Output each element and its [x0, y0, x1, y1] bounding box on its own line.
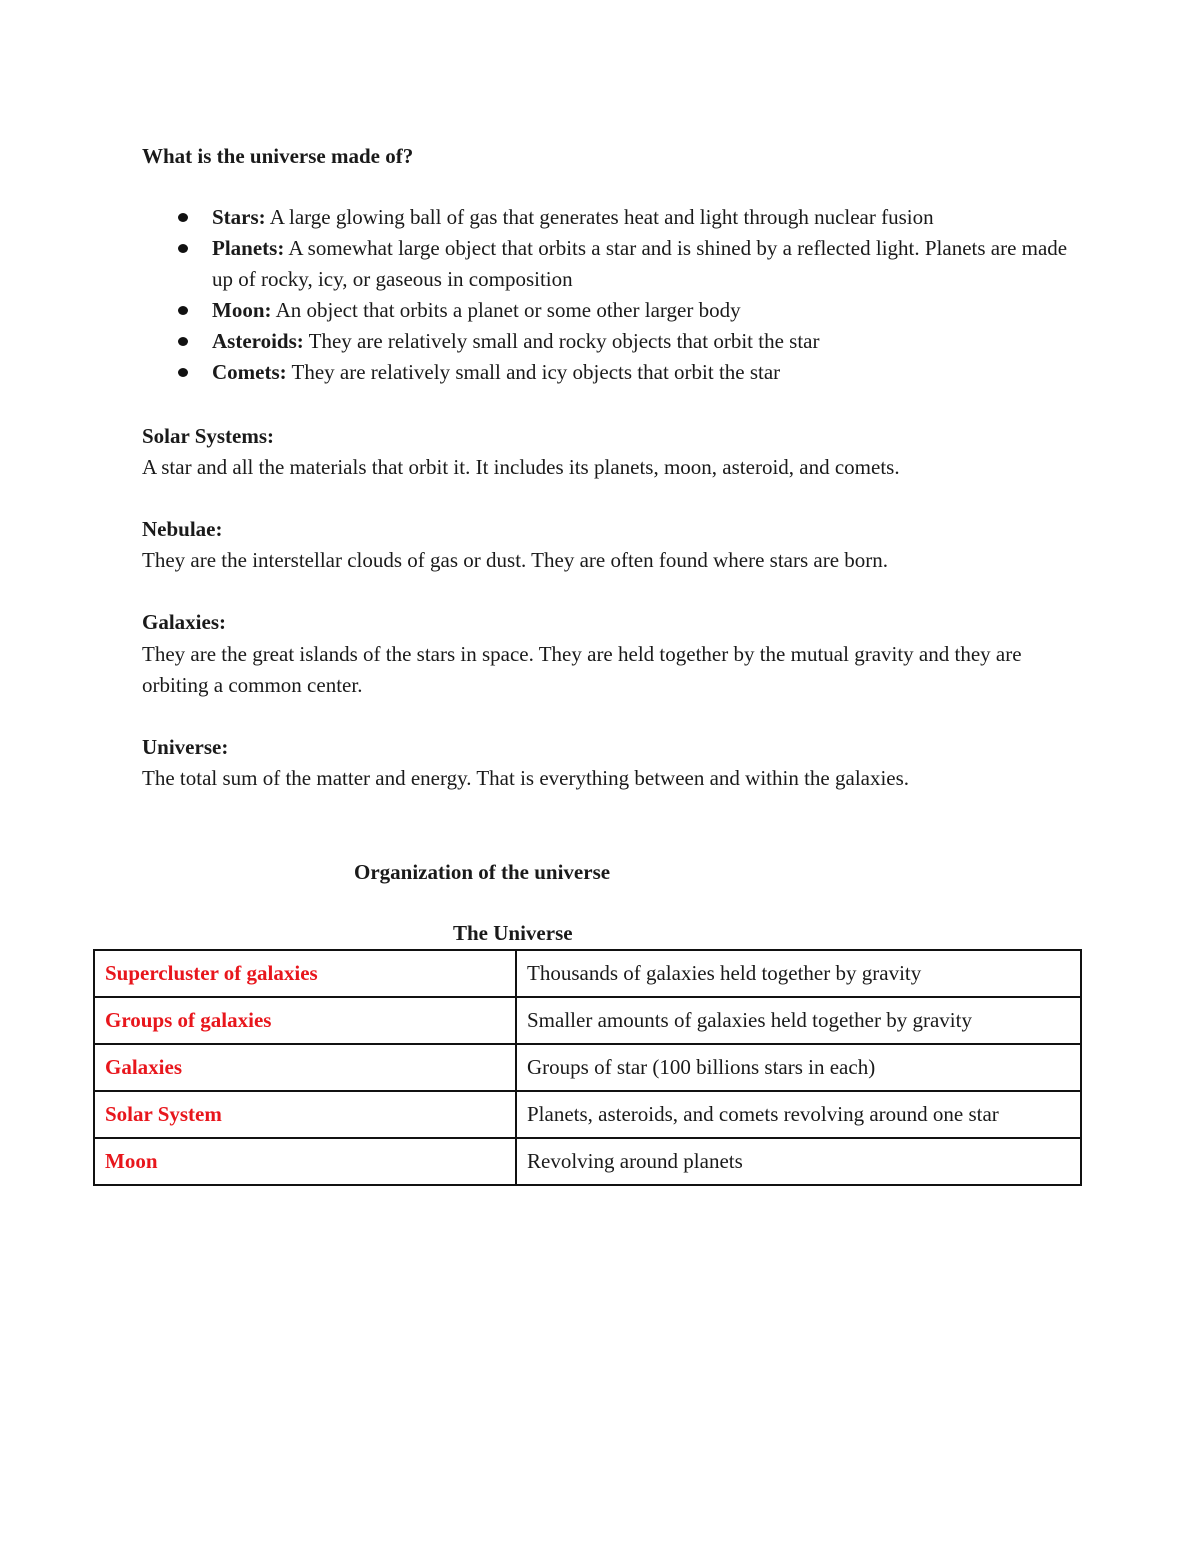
nebulae-heading: Nebulae:: [142, 517, 223, 541]
solar-systems-text: A star and all the materials that orbit it. It includes its planets, moon, asteroid, and comets.: [142, 455, 900, 479]
item-text: A large glowing ball of gas that generates heat and light through nuclear fusion: [265, 205, 934, 229]
universe-organization-table: [93, 949, 1082, 1186]
bullet-icon: [178, 306, 188, 315]
item-term: Asteroids:: [212, 329, 304, 353]
universe-text: The total sum of the matter and energy. That is everything between and within the galaxies.: [142, 766, 910, 790]
table-row: [94, 997, 1081, 1044]
description-cell: Groups of star (100 billions stars in each): [516, 1044, 1081, 1091]
table-title: The Universe: [453, 921, 573, 945]
item-term: Stars:: [212, 205, 266, 229]
level-cell: Supercluster of galaxies: [94, 950, 516, 997]
table-row: [94, 1044, 1081, 1091]
composition-list: [142, 202, 1072, 388]
bullet-icon: [178, 368, 188, 377]
bullet-icon: [178, 337, 188, 346]
table-row: [94, 1138, 1081, 1185]
description-cell: Smaller amounts of galaxies held together by gravity: [516, 997, 1081, 1044]
list-item: [142, 326, 1072, 357]
table-row: [94, 1091, 1081, 1138]
list-item: [142, 233, 1072, 295]
description-cell: Revolving around planets: [516, 1138, 1081, 1185]
intro-heading: What is the universe made of?: [142, 144, 414, 168]
item-text: They are relatively small and rocky objects that orbit the star: [303, 329, 820, 353]
item-text: An object that orbits a planet or some other larger body: [271, 298, 741, 322]
nebulae-text: They are the interstellar clouds of gas or dust. They are often found where stars are born.: [142, 548, 889, 572]
item-text: A somewhat large object that orbits a star and is shined by a reflected light. Planets are made up of rocky, icy, or gaseous in composition: [212, 236, 1068, 291]
galaxies-heading: Galaxies:: [142, 610, 226, 634]
organization-title: Organization of the universe: [354, 860, 611, 884]
level-cell: Moon: [94, 1138, 516, 1185]
list-item: [142, 357, 1072, 388]
table-row: [94, 950, 1081, 997]
description-cell: Planets, asteroids, and comets revolving around one star: [516, 1091, 1081, 1138]
bullet-icon: [178, 213, 188, 222]
list-item: [142, 202, 1072, 233]
list-item: [142, 295, 1072, 326]
bullet-icon: [178, 244, 188, 253]
level-cell: Galaxies: [94, 1044, 516, 1091]
item-term: Planets:: [212, 236, 285, 260]
solar-systems-heading: Solar Systems:: [142, 424, 275, 448]
description-cell: Thousands of galaxies held together by gravity: [516, 950, 1081, 997]
item-text: They are relatively small and icy objects that orbit the star: [286, 360, 781, 384]
item-term: Moon:: [212, 298, 272, 322]
item-term: Comets:: [212, 360, 287, 384]
level-cell: Groups of galaxies: [94, 997, 516, 1044]
galaxies-text: They are the great islands of the stars in space. They are held together by the mutual gravity and they are orbiting a common center.: [142, 642, 1022, 697]
level-cell: Solar System: [94, 1091, 516, 1138]
universe-heading: Universe:: [142, 735, 229, 759]
